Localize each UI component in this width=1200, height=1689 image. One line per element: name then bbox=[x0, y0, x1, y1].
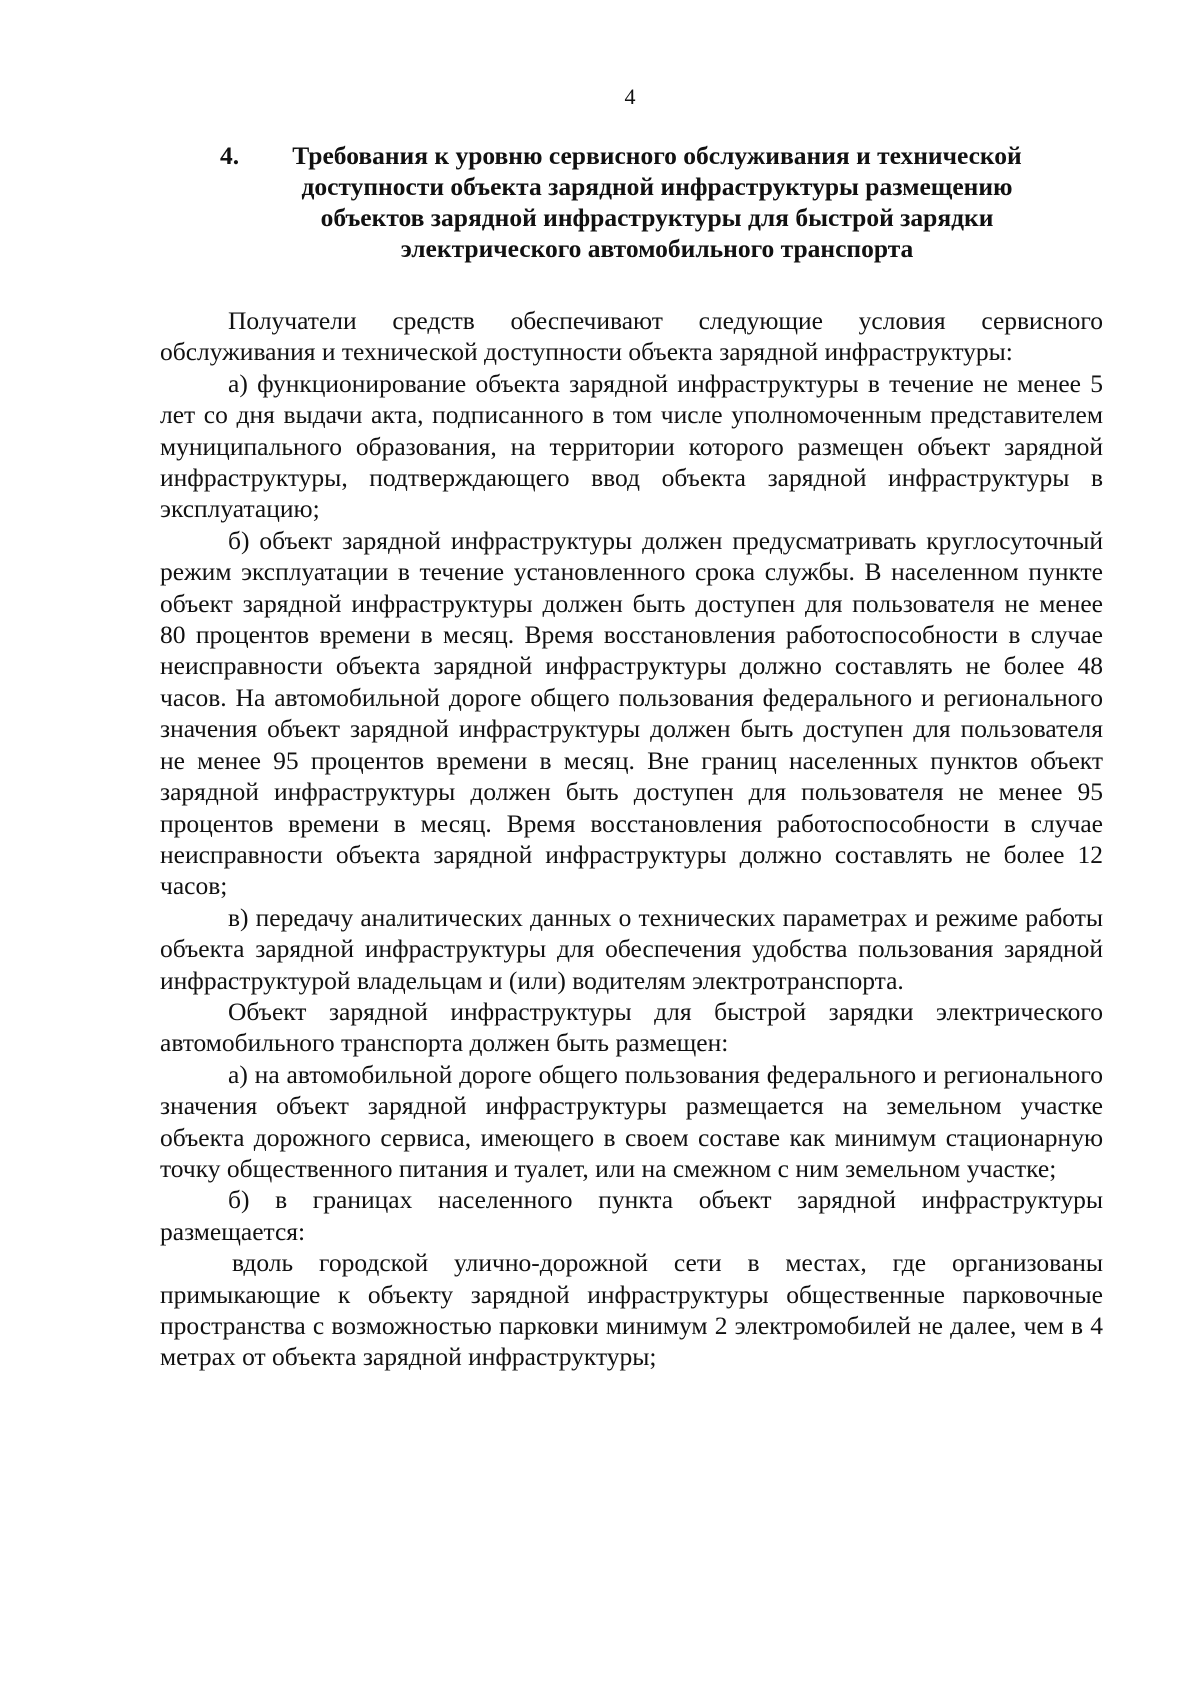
paragraph-item-a: а) функционирование объекта зарядной инфраструктуры в течение не менее 5 лет со дня выдачи акта, подписанного в том числе уполномоченным представителем муниципального образования, на территории которого размещен объект зарядной инфраструктуры, подтверждающего ввод объекта зарядной инфраструктуры в эксплуатацию; bbox=[160, 368, 1103, 524]
paragraph-placement-b: б) в границах населенного пункта объект зарядной инфраструктуры размещается: bbox=[160, 1185, 1103, 1246]
paragraph-placement-intro: Объект зарядной инфраструктуры для быстрой зарядки электрического автомобильного транспорта должен быть размещен: bbox=[160, 996, 1103, 1058]
section-heading bbox=[220, 140, 1060, 264]
paragraph-intro: Получатели средств обеспечивают следующие условия сервисного обслуживания и технической доступности объекта зарядной инфраструктуры: bbox=[160, 306, 1103, 367]
page-number: 4 bbox=[624, 84, 636, 109]
document-body bbox=[160, 305, 1103, 1373]
paragraph-item-v: в) передачу аналитических данных о технических параметрах и режиме работы объекта зарядной инфраструктуры для обеспечения удобства пользования зарядной инфраструктурой владельцам и (или) водителям электротранспорта. bbox=[160, 902, 1103, 995]
paragraph-item-b: б) объект зарядной инфраструктуры должен предусматривать круглосуточный режим эксплуатации в течение установленного срока службы. В населенном пункте объект зарядной инфраструктуры должен быть доступен для пользователя не менее 80 процентов времени в месяц. Время восстановления работоспособности в случае неисправности объекта зарядной инфраструктуры должно составлять не более 48 часов. На автомобильной дороге общего пользования федерального и регионального значения объект зарядной инфраструктуры должен быть доступен для пользователя не менее 95 процентов времени в месяц. Вне границ населенных пунктов объект зарядной инфраструктуры должен быть доступен для пользователя не менее 95 процентов времени в месяц. Время восстановления работоспособности в случае неисправности объекта зарядной инфраструктуры должно составлять не более 12 часов; bbox=[160, 525, 1103, 901]
section-number: 4. bbox=[220, 141, 240, 170]
paragraph-placement-a: а) на автомобильной дороге общего пользования федерального и регионального значения объект зарядной инфраструктуры размещается на земельном участке объекта дорожного сервиса, имеющего в своем составе как минимум стационарную точку общественного питания и туалет, или на смежном с ним земельном участке; bbox=[160, 1059, 1103, 1183]
paragraph-placement-b-street: вдоль городской улично-дорожной сети в местах, где организованы примыкающие к объекту зарядной инфраструктуры общественные парковочные пространства с возможностью парковки минимум 2 электромобилей не далее, чем в 4 метрах от объекта зарядной инфраструктуры; bbox=[160, 1248, 1103, 1372]
section-title: Требования к уровню сервисного обслуживания и технической доступности объекта зарядной инфраструктуры размещению объектов зарядной инфраструктуры для быстрой зарядки электрического автомобильного транспорта bbox=[292, 141, 1022, 263]
